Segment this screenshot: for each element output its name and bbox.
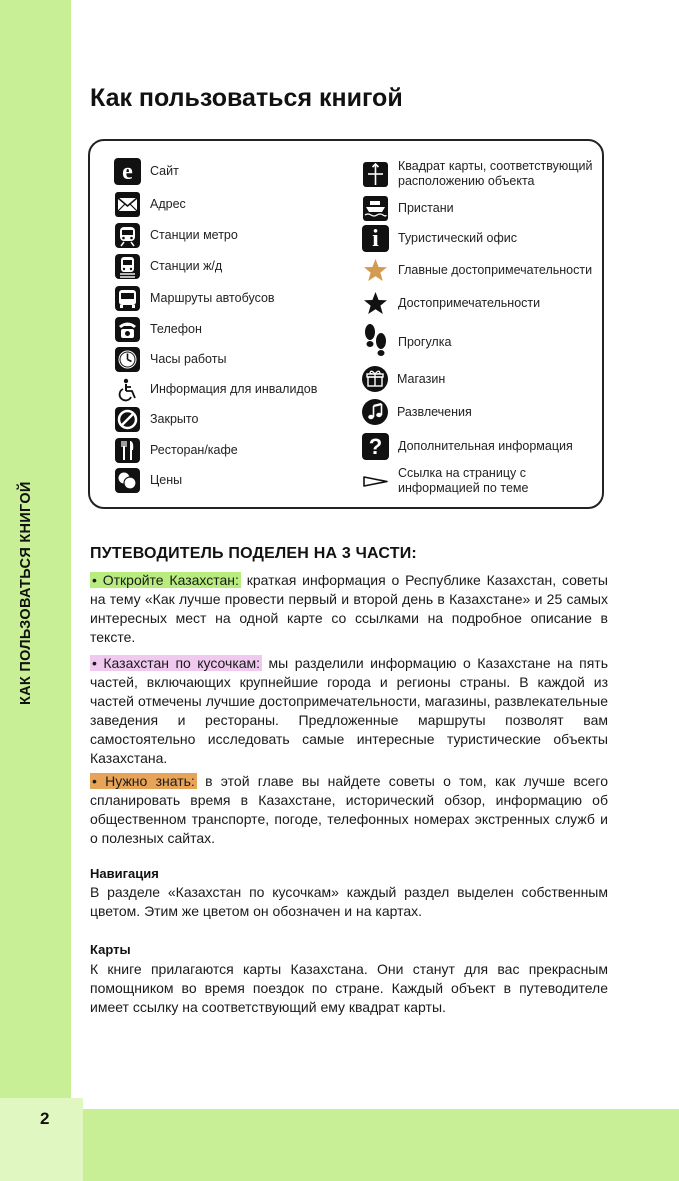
music-note-icon [362, 399, 388, 425]
side-title: КАК ПОЛЬЗОВАТЬСЯ КНИГОЙ [18, 481, 34, 705]
page-title: Как пользоваться книгой [90, 84, 403, 112]
maps-heading: Карты [90, 942, 131, 957]
legend-item-info: i Туристический офис [362, 225, 517, 252]
part-label: • Откройте Казахстан: [92, 572, 239, 588]
pier-icon [362, 195, 389, 222]
navigation-text: В разделе «Казахстан по кусочкам» каждый раздел выделен собственным цветом. Этим же цветом он обозначен и на картах. [90, 884, 608, 919]
legend-box [88, 139, 604, 509]
question-icon: ? [362, 433, 389, 460]
legend-item-walk: Прогулка [362, 322, 451, 362]
maps-text: К книге прилагаются карты Казахстана. Они станут для вас прекрасным помощником во время поездок по стране. Каждый объект в путеводителе имеет ссылку на соответствующий ему квадрат карты. [90, 961, 608, 1015]
legend-item-metro: Станции метро [114, 222, 238, 249]
metro-icon [114, 222, 141, 249]
legend-item-main-sights: Главные достопримечательности [362, 257, 592, 284]
map-grid-icon [362, 161, 389, 188]
legend-item-closed: Закрыто [114, 406, 198, 433]
part-text: краткая информация о Республике Казахстан, советы на тему «Как лучше провести первый и второй день в Казахстане» и 25 самых интересных мест на одной карте со ссылками на подробное описание в тексте. [90, 572, 608, 645]
wheelchair-icon [114, 376, 141, 403]
legend-item-disabled: Информация для инвалидов [114, 376, 317, 403]
part-open-kazakhstan [90, 571, 608, 647]
legend-item-map-grid: Квадрат карты, соответствующий расположению объекта [362, 159, 608, 189]
legend-item-sights: Достопримечательности [362, 290, 540, 317]
legend-item-more-info: ? Дополнительная информация [362, 433, 573, 460]
bus-icon [114, 285, 141, 312]
train-icon [114, 253, 141, 280]
envelope-icon [114, 191, 141, 218]
arrow-pointer-icon [362, 468, 389, 495]
legend-item-prices: Цены [114, 467, 182, 494]
phone-icon [114, 316, 141, 343]
part-need-to-know [90, 772, 608, 848]
part-text: в этой главе вы найдете советы о том, как лучше всего спланировать время в Казахстане, исторический обзор, информацию об общественном транспорте, погоде, телефонных номерах экстренных служб и о полезных сайтах. [90, 773, 608, 846]
legend-item-phone: Телефон [114, 316, 202, 343]
gift-icon [362, 366, 388, 392]
prices-icon [114, 467, 141, 494]
legend-item-entertainment: Развлечения [362, 399, 472, 425]
footprints-icon [362, 322, 389, 362]
legend-item-pier: Пристани [362, 195, 454, 222]
bottom-strip [83, 1109, 679, 1181]
legend-item-hours: Часы работы [114, 346, 226, 373]
legend-item-address: Адрес [114, 191, 186, 218]
gold-star-icon [362, 257, 389, 284]
part-kazakhstan-pieces [90, 654, 608, 768]
clock-icon [114, 346, 141, 373]
legend-item-page-link: Ссылка на страницу с информацией по теме [362, 466, 558, 496]
closed-icon [114, 406, 141, 433]
restaurant-icon [114, 437, 141, 464]
black-star-icon [362, 290, 389, 317]
legend-item-bus: Маршруты автобусов [114, 285, 275, 312]
side-strip [0, 0, 71, 1098]
web-icon: e [114, 158, 141, 185]
legend-item-restaurant: Ресторан/кафе [114, 437, 238, 464]
legend-item-shop: Магазин [362, 366, 445, 392]
legend-item-train: Станции ж/д [114, 253, 222, 280]
part-text: мы разделили информацию о Казахстане на пять частей, включающих крупнейшие города и регионы страны. В каждой из частей отмечены лучшие достопримечательности, магазины, развлекательные заведения и рестораны. Предложенные маршруты позволят вам самостоятельно исследовать самые интересные туристические объекты Казахстана. [90, 655, 608, 766]
info-icon: i [362, 225, 389, 252]
part-label: • Нужно знать: [92, 773, 195, 789]
legend-item-web: e Сайт [114, 158, 179, 185]
page-number: 2 [40, 1109, 50, 1128]
section-title: ПУТЕВОДИТЕЛЬ ПОДЕЛЕН НА 3 ЧАСТИ: [90, 545, 417, 562]
part-label: • Казахстан по кусочкам: [92, 655, 261, 671]
navigation-heading: Навигация [90, 866, 159, 881]
